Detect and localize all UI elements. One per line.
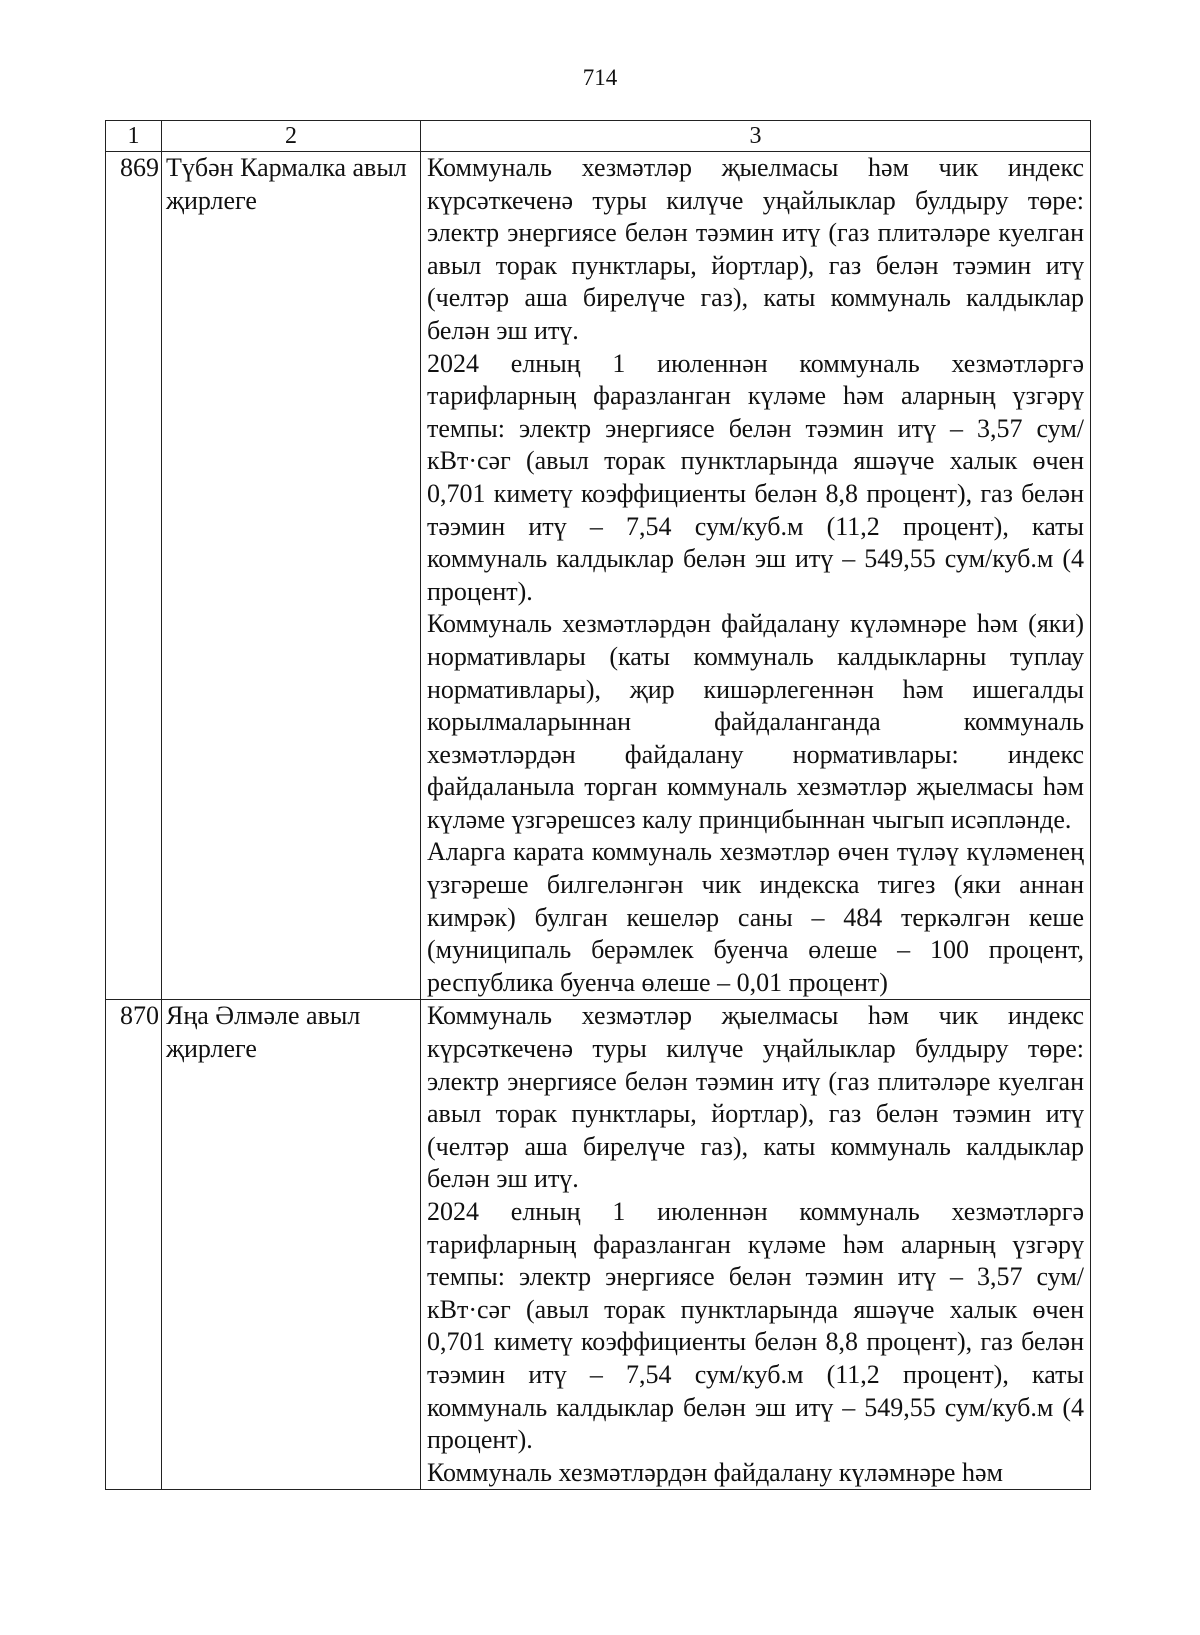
paragraph-services: Коммуналь хезмәтләр җыелмасы һәм чик индекс күрсәткеченә туры килүче уңайлыклар булдыру төре: электр энергиясе белән тәэмин итү (газ плитәләре куелган авыл торак пунктлары, йортлар), газ белән тәэмин итү (челтәр аша бирелүче газ), каты коммуналь калдыклар белән эш итү. — [427, 153, 1084, 345]
paragraph-norms: Коммуналь хезмәтләрдән файдалану күләмнәре һәм (яки) нормативлары (каты коммуналь калдыкларны туплау нормативлары), җир кишәрлегеннән һәм ишегалды корылмаларыннан файдаланганда коммуналь хезмәтләрдән файдалану нормативлары: индекс файдаланыла торган коммуналь хезмәтләр җыелмасы һәм күләме үзгәрешсез калу принцибыннан чыгып исәпләнде. — [427, 609, 1084, 834]
paragraph-tariffs: 2024 елның 1 июленнән коммуналь хезмәтләргә тарифларның фаразланган күләме һәм аларның үзгәрү темпы: электр энергиясе белән тәэмин итү – 3,57 сум/кВт·сәг (авыл торак пунктларында яшәүче халык өчен 0,701 киметү коэффициенты белән 8,8 процент), газ белән тәэмин итү – 7,54 сум/куб.м (11,2 процент), каты коммуналь калдыклар белән эш итү – 549,55 сум/куб.м (4 процент). — [427, 1197, 1084, 1455]
settlement-name: Яңа Әлмәле авыл җирлеге — [166, 1001, 361, 1064]
settlement-name-cell — [162, 1000, 421, 1490]
row-number: 870 — [106, 1000, 162, 1490]
column-header-2: 2 — [162, 121, 421, 152]
column-header-1: 1 — [106, 121, 162, 152]
paragraph-norms: Коммуналь хезмәтләрдән файдалану күләмнәре һәм — [427, 1457, 1003, 1487]
table-header-row — [106, 121, 1091, 152]
description-cell — [421, 1000, 1091, 1490]
table-row — [106, 1000, 1091, 1490]
row-number: 869 — [106, 152, 162, 1000]
document-table — [105, 120, 1091, 1490]
paragraph-services: Коммуналь хезмәтләр җыелмасы һәм чик индекс күрсәткеченә туры килүче уңайлыклар булдыру төре: электр энергиясе белән тәэмин итү (газ плитәләре куелган авыл торак пунктлары, йортлар), газ белән тәэмин итү (челтәр аша бирелүче газ), каты коммуналь калдыклар белән эш итү. — [427, 1001, 1084, 1194]
page-number: 714 — [582, 65, 618, 90]
description-cell — [421, 152, 1091, 1000]
settlement-name-cell — [162, 152, 421, 1000]
column-header-3: 3 — [421, 121, 1091, 152]
paragraph-tariffs: 2024 елның 1 июленнән коммуналь хезмәтләргә тарифларның фаразланган күләме һәм аларның үзгәрү темпы: электр энергиясе белән тәэмин итү – 3,57 сум/кВт·сәг (авыл торак пунктларында яшәүче халык өчен 0,701 киметү коэффициенты белән 8,8 процент), газ белән тәэмин итү – 7,54 сум/куб.м (11,2 процент), каты коммуналь калдыклар белән эш итү – 549,55 сум/куб.м (4 процент). — [427, 348, 1084, 606]
settlement-name: Түбән Кармалка авыл җирлеге — [166, 153, 407, 215]
paragraph-people-count: Аларга карата коммуналь хезмәтләр өчен түләү күләменең үзгәреше билгеләнгән чик индекска тигез (яки аннан кимрәк) булган кешеләр саны – 484 теркәлгән кеше (муниципаль берәмлек буенча өлеше – 100 процент, республика буенча өлеше – 0,01 процент) — [427, 837, 1084, 997]
table-row — [106, 152, 1091, 1000]
